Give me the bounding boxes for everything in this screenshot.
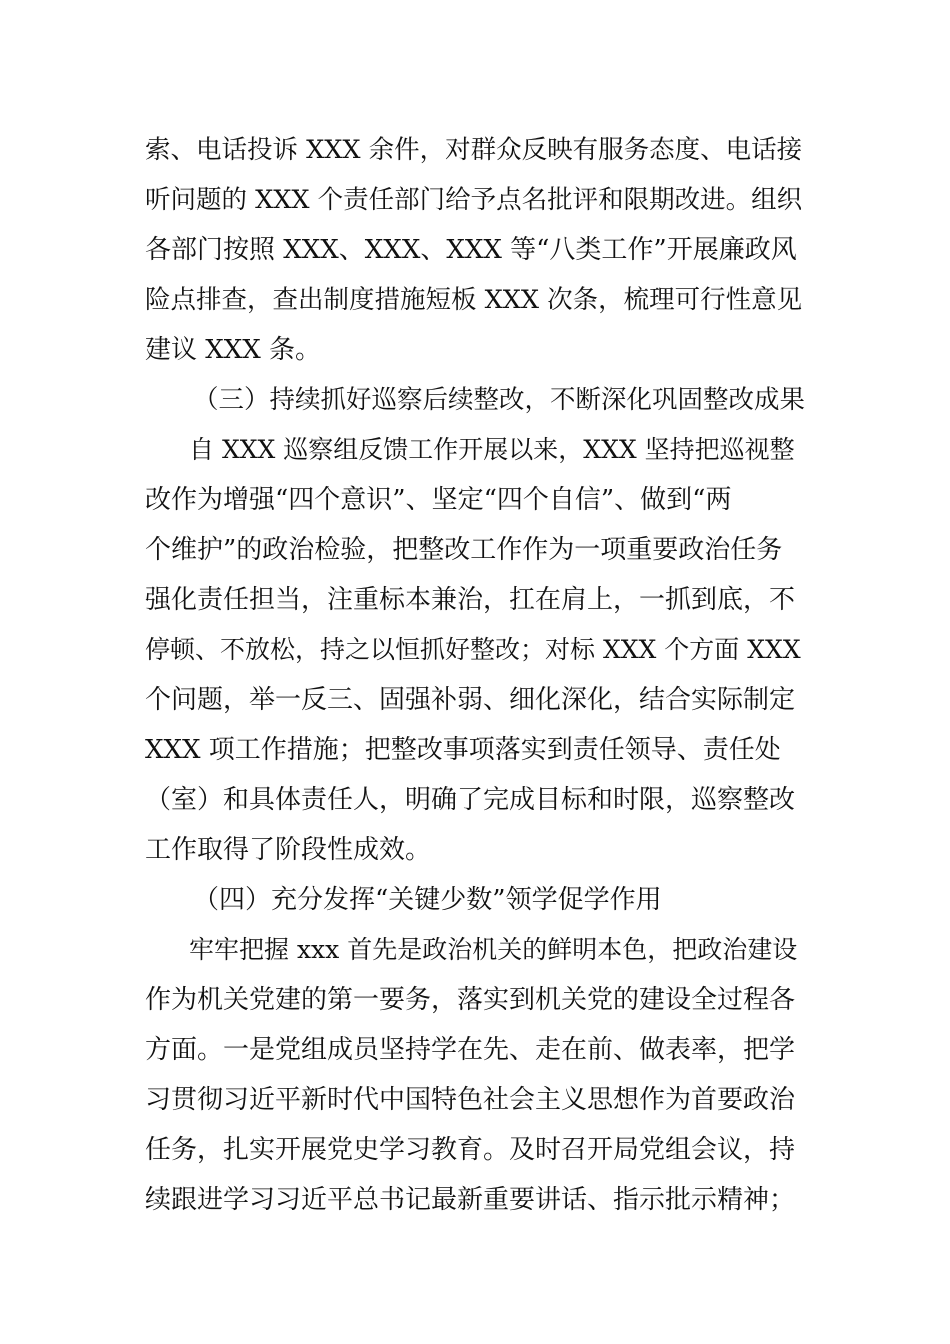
text-line: 牢牢把握 xxx 首先是政治机关的鲜明本色，把政治建设: [189, 935, 798, 964]
text-line: 听问题的 XXX 个责任部门给予点名批评和限期改进。组织: [145, 185, 803, 215]
text-line: 索、电话投诉 XXX 余件，对群众反映有服务态度、电话接: [145, 135, 803, 165]
text-line: （室）和具体责任人，明确了完成目标和时限，巡察整改: [145, 785, 796, 815]
text-line: 工作取得了阶段性成效。: [145, 835, 432, 865]
section-heading-3: （三）持续抓好巡察后续整改，不断深化巩固整改成果: [193, 385, 806, 415]
text-line: 险点排查，查出制度措施短板 XXX 次条，梳理可行性意见: [145, 285, 803, 315]
text-line: 方面。一是党组成员坚持学在先、走在前、做表率，把学: [145, 1035, 796, 1065]
text-line: 习贯彻习近平新时代中国特色社会主义思想作为首要政治: [145, 1085, 796, 1115]
text-line: 个维护”的政治检验，把整改工作作为一项重要政治任务: [145, 535, 783, 565]
text-line: 续跟进学习习近平总书记最新重要讲话、指示批示精神；: [145, 1185, 796, 1215]
text-line: XXX 项工作措施；把整改事项落实到责任领导、责任处: [145, 735, 781, 765]
text-line: 任务，扎实开展党史学习教育。及时召开局党组会议，持: [145, 1135, 796, 1165]
text-line: 停顿、不放松，持之以恒抓好整改；对标 XXX 个方面 XXX: [145, 635, 801, 664]
text-line: 强化责任担当，注重标本兼治，扛在肩上，一抓到底，不: [145, 585, 796, 615]
text-line: 改作为增强“四个意识”、坚定“四个自信”、做到“两: [145, 485, 732, 515]
section-heading-4: （四）充分发挥“关键少数”领学促学作用: [193, 885, 662, 915]
text-line: 建议 XXX 条。: [145, 335, 322, 365]
text-line: 作为机关党建的第一要务，落实到机关党的建设全过程各: [145, 985, 796, 1015]
text-line: 各部门按照 XXX、XXX、XXX 等“八类工作”开展廉政风: [145, 235, 797, 265]
text-line: 自 XXX 巡察组反馈工作开展以来，XXX 坚持把巡视整: [189, 435, 795, 464]
text-line: 个问题，举一反三、固强补弱、细化深化，结合实际制定: [145, 685, 796, 715]
